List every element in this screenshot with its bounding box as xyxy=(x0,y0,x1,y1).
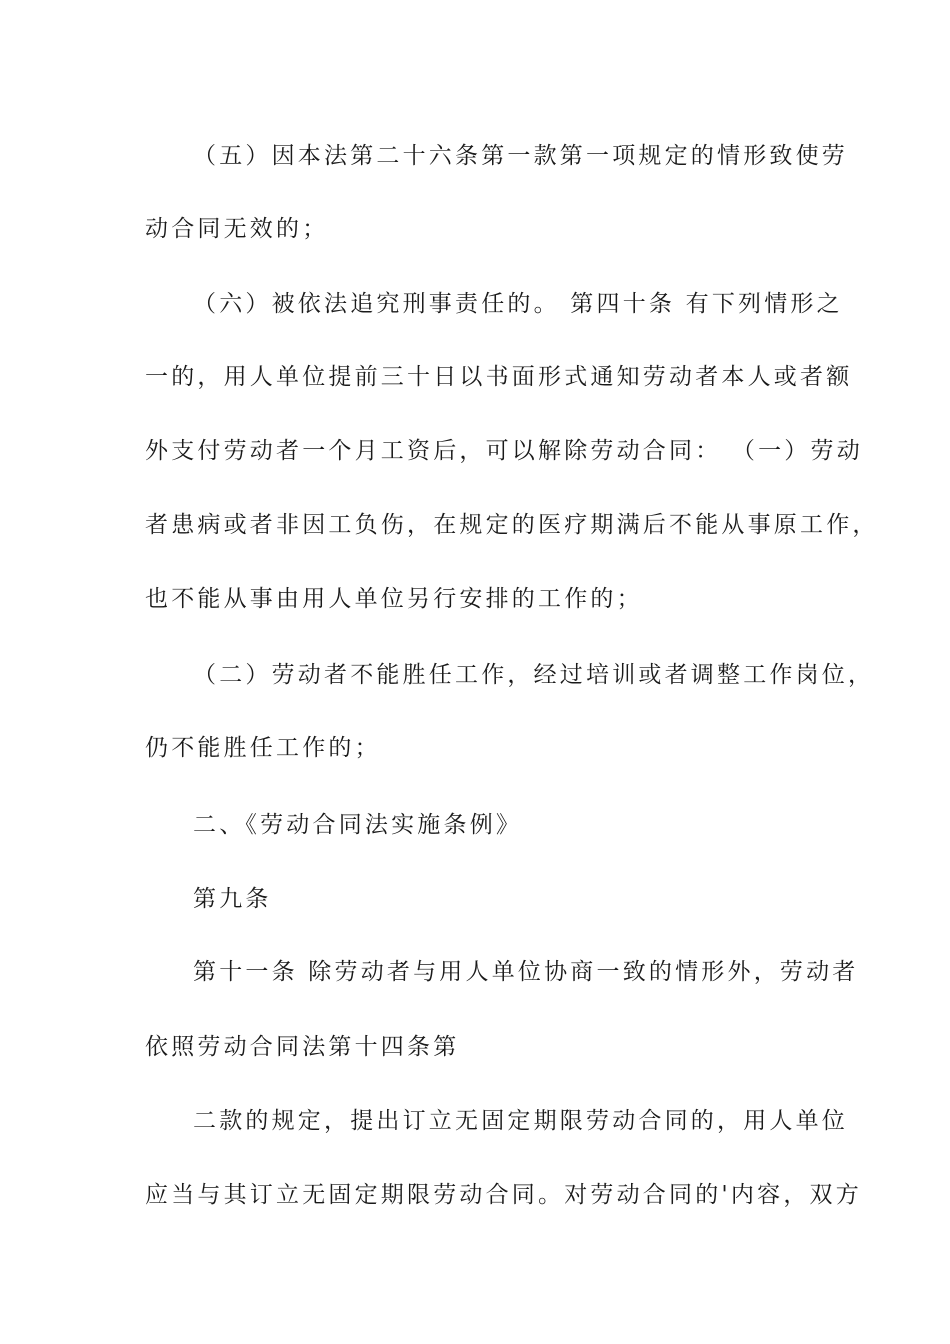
text-line: 仍不能胜任工作的； xyxy=(145,735,381,761)
text-line: 二款的规定，提出订立无固定期限劳动合同的，用人单位 xyxy=(193,1108,848,1134)
text-line: 一的，用人单位提前三十日以书面形式通知劳动者本人或者额 xyxy=(145,364,853,390)
text-line: （二）劳动者不能胜任工作，经过培训或者调整工作岗位， xyxy=(193,662,875,688)
article-heading: 第九条 xyxy=(193,886,272,912)
text-line: （五）因本法第二十六条第一款第一项规定的情形致使劳 xyxy=(193,143,848,169)
text-line: 依照劳动合同法第十四条第 xyxy=(145,1034,460,1060)
text-line: 也不能从事由用人单位另行安排的工作的； xyxy=(145,586,643,612)
text-line: 外支付劳动者一个月工资后，可以解除劳动合同： （一）劳动 xyxy=(145,438,863,464)
text-line: 者患病或者非因工负伤，在规定的医疗期满后不能从事原工作， xyxy=(145,512,879,538)
text-line: （六）被依法追究刑事责任的。 第四十条 有下列情形之 xyxy=(193,291,843,317)
section-heading: 二、《劳动合同法实施条例》 xyxy=(193,812,523,838)
text-line: 第十一条 除劳动者与用人单位协商一致的情形外，劳动者 xyxy=(193,959,859,985)
text-line: 应当与其订立无固定期限劳动合同。对劳动合同的'内容，双方 xyxy=(145,1182,862,1208)
text-line: 动合同无效的； xyxy=(145,216,329,242)
